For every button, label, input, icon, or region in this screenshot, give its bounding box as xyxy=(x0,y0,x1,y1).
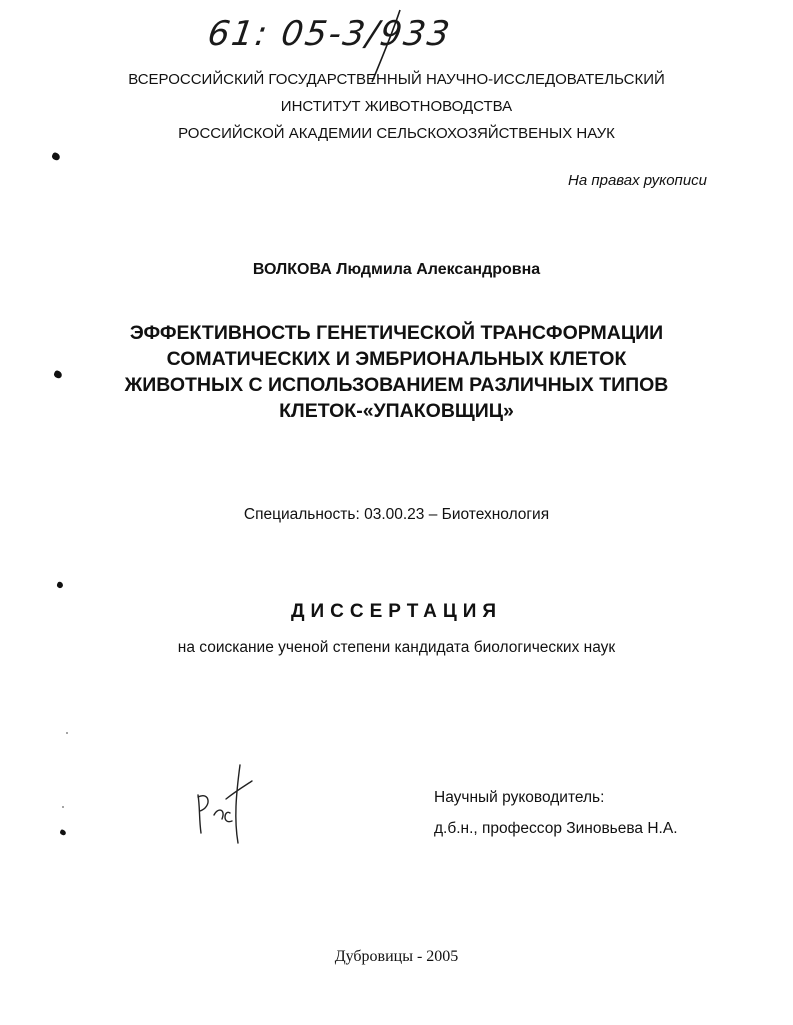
rights-note: На правах рукописи xyxy=(568,172,707,189)
scan-speck-icon xyxy=(62,806,64,808)
institute-header xyxy=(0,66,793,147)
degree-line: на соискание ученой степени кандидата биологических наук xyxy=(177,639,616,656)
dissertation-title xyxy=(0,320,793,424)
institute-line-2: ИНСТИТУТ ЖИВОТНОВОДСТВА xyxy=(280,98,513,115)
supervisor-label: Научный руководитель: xyxy=(434,789,605,806)
scan-speck-icon xyxy=(56,581,64,589)
title-line-2: СОМАТИЧЕСКИХ И ЭМБРИОНАЛЬНЫХ КЛЕТОК xyxy=(166,348,627,370)
specialty: Специальность: 03.00.23 – Биотехнология xyxy=(243,506,550,523)
scan-speck-icon xyxy=(59,829,67,836)
handwritten-archive-code: 61: 05-3/933 xyxy=(205,14,454,54)
title-line-1: ЭФФЕКТИВНОСТЬ ГЕНЕТИЧЕСКОЙ ТРАНСФОРМАЦИИ xyxy=(129,322,664,344)
author-name: ВОЛКОВА Людмила Александровна xyxy=(252,261,541,278)
institute-line-1: ВСЕРОССИЙСКИЙ ГОСУДАРСТВЕННЫЙ НАУЧНО-ИССЛЕДОВАТЕЛЬСКИЙ xyxy=(128,71,665,88)
scan-speck-icon xyxy=(51,152,61,162)
title-line-3: ЖИВОТНЫХ С ИСПОЛЬЗОВАНИЕМ РАЗЛИЧНЫХ ТИПОВ xyxy=(124,374,669,396)
title-line-4: КЛЕТОК-«УПАКОВЩИЦ» xyxy=(279,400,514,422)
supervisor-name: д.б.н., профессор Зиновьева Н.А. xyxy=(434,820,678,837)
place-year: Дубровицы - 2005 xyxy=(334,948,459,965)
scan-speck-icon xyxy=(66,732,68,734)
handwritten-signature-icon xyxy=(190,755,260,850)
institute-line-3: РОССИЙСКОЙ АКАДЕМИИ СЕЛЬСКОХОЗЯЙСТВЕНЫХ НАУК xyxy=(178,125,615,142)
document-type: ДИССЕРТАЦИЯ xyxy=(290,601,503,622)
